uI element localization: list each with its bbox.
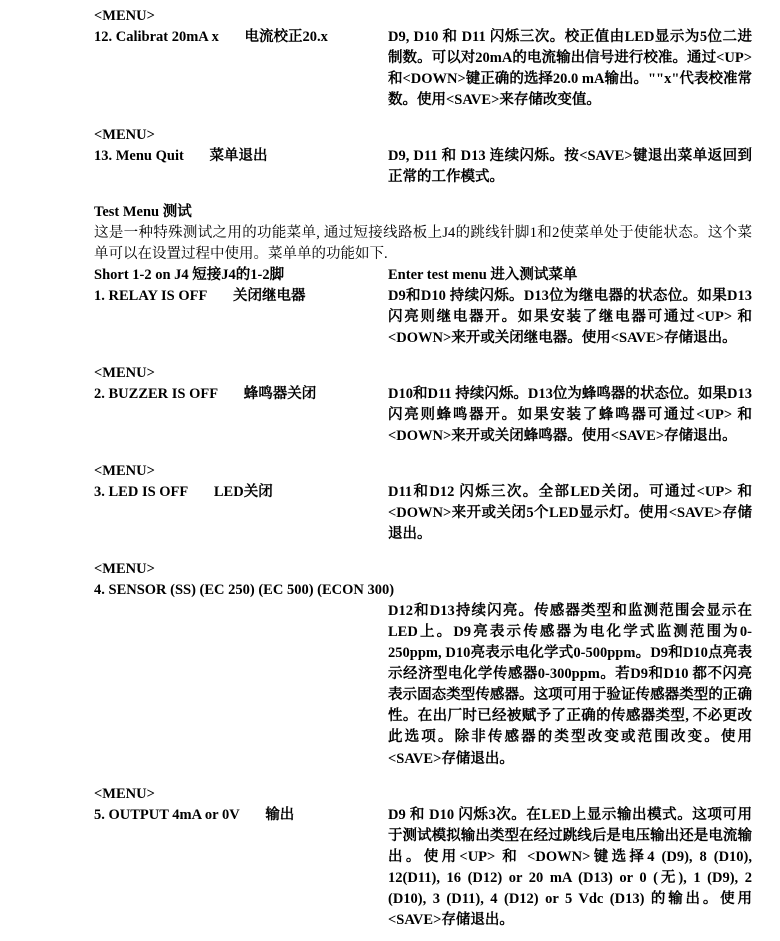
- test-entry-2: [94, 384, 752, 447]
- test-entry-1: [94, 286, 752, 349]
- menu-entry-description: D9 和 D10 闪烁3次。在LED上显示输出模式。这项可用于测试模拟输出类型在经过跳线后是电压输出还是电流输出。使用<UP> 和 <DOWN>键选择4 (D9), 8 (D10), 12(D11), 16 (D12) or 20 mA (D13) or 0 (无), 1 (D9), 2 (D10), 3 (D11), 4 (D12) or 5 Vdc (D13) 的输出。使用<SAVE>存储退出。: [388, 806, 752, 928]
- menu-entry-number-title: 13. Menu Quit: [94, 148, 184, 165]
- spacer: [94, 349, 752, 363]
- spacer: [94, 770, 752, 784]
- menu-entry-number-title: 1. RELAY IS OFF: [94, 288, 208, 305]
- test-entry-3: [94, 482, 752, 545]
- menu-entry-label: [94, 286, 388, 307]
- spacer: [94, 447, 752, 461]
- menu-entry-number-title: 12. Calibrat 20mA x: [94, 29, 219, 46]
- menu-tag: <MENU>: [94, 561, 155, 578]
- menu-entry-chinese-title: 菜单退出: [209, 148, 268, 165]
- jumper-instruction-description: Enter test menu 进入测试菜单: [388, 267, 578, 284]
- test-entry-5: [94, 805, 752, 931]
- menu-tag: <MENU>: [94, 8, 155, 24]
- menu-entry-description: D9, D10 和 D11 闪烁三次。校正值由LED显示为5位二进制数。可以对20mA的电流输出信号进行校准。通过<UP>和<DOWN>键正确的选择20.0 mA输出。""x"代表校准常数。使用<SAVE>来存储改变值。: [388, 29, 752, 109]
- menu-entry-chinese-title: 输出: [265, 806, 295, 823]
- spacer: [94, 111, 752, 125]
- menu-entry-label: [94, 384, 388, 405]
- spacer: [94, 188, 752, 202]
- menu-entry-description: D11和D12 闪烁三次。全部LED关闭。可通过<UP> 和<DOWN>来开或关闭5个LED显示灯。使用<SAVE>存储退出。: [388, 484, 752, 543]
- menu-entry-number-title: 2. BUZZER IS OFF: [94, 386, 219, 403]
- test-entry-4-description: D12和D13持续闪亮。传感器类型和监测范围会显示在LED上。D9亮表示传感器为电化学式监测范围为0-250ppm, D10亮表示电化学式0-500ppm。D9和D10点亮表示经济型电化学传感器0-300ppm。若D9和D10 都不闪亮表示固态类型传感器。这项可用于验证传感器类型的正确性。在出厂时已经被赋予了正确的传感器类型, 不必更改此选项。除非传感器的类型改变或范围改变。使用<SAVE>存储退出。: [388, 603, 752, 767]
- menu-tag: <MENU>: [94, 365, 155, 382]
- jumper-instruction-label: Short 1-2 on J4 短接J4的1-2脚: [94, 267, 285, 284]
- menu-entry-chinese-title: 蜂鸣器关闭: [243, 386, 317, 403]
- menu-entry-12: [94, 27, 752, 111]
- menu-entry-chinese-title: 关闭继电器: [232, 288, 306, 305]
- menu-entry-chinese-title: 电流校正20.x: [244, 29, 328, 46]
- menu-entry-description: D9和D10 持续闪烁。D13位为继电器的状态位。如果D13闪亮则继电器开。如果安装了继电器可通过<UP> 和<DOWN>来开或关闭继电器。使用<SAVE>存储退出。: [388, 288, 752, 347]
- test-entry-4-title: 4. SENSOR (SS) (EC 250) (EC 500) (ECON 300): [94, 582, 395, 599]
- menu-entry-13: [94, 146, 752, 188]
- menu-entry-label: [94, 805, 388, 826]
- section-intro-paragraph: 这是一种特殊测试之用的功能菜单, 通过短接线路板上J4的跳线针脚1和2使菜单处于使能状态。这个菜单可以在设置过程中使用。菜单单的功能如下.: [94, 225, 752, 263]
- menu-entry-description: D10和D11 持续闪烁。D13位为蜂鸣器的状态位。如果D13闪亮则蜂鸣器开。如果安装了蜂鸣器可通过<UP> 和<DOWN>来开或关闭蜂鸣器。使用<SAVE>存储退出。: [388, 386, 752, 445]
- menu-tag: <MENU>: [94, 127, 155, 144]
- menu-entry-number-title: 3. LED IS OFF: [94, 484, 189, 501]
- spacer: [94, 545, 752, 559]
- menu-entry-label: [94, 482, 388, 503]
- menu-tag: <MENU>: [94, 463, 155, 480]
- menu-entry-description: D9, D11 和 D13 连续闪烁。按<SAVE>键退出菜单返回到正常的工作模式。: [388, 148, 752, 186]
- menu-entry-number-title: 5. OUTPUT 4mA or 0V: [94, 806, 240, 823]
- menu-entry-label: [94, 146, 388, 167]
- menu-entry-label: [94, 27, 388, 48]
- menu-tag: <MENU>: [94, 785, 155, 802]
- section-heading-test-menu: Test Menu 测试: [94, 204, 192, 221]
- menu-entry-chinese-title: LED关闭: [213, 484, 273, 501]
- test-menu-entry-row: [94, 265, 752, 286]
